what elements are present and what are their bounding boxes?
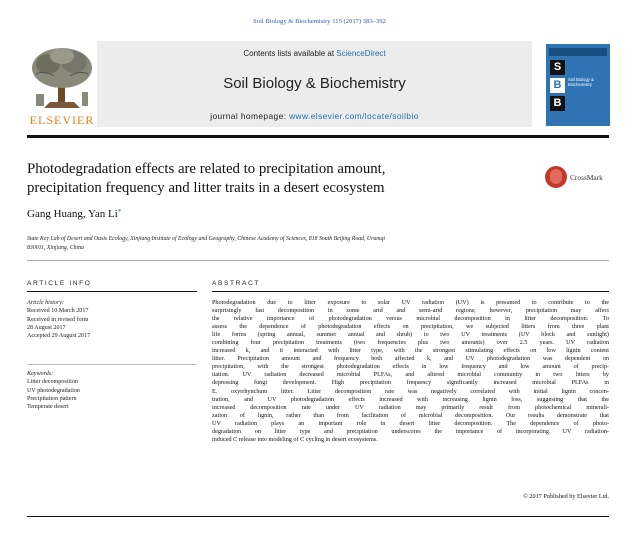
title-line: Photodegradation effects are related to precipitation amount, xyxy=(27,161,386,177)
abstract-line: litter. Precipitation amount and frequency both affected k, and UV photodegradation was dependent on xyxy=(212,355,609,363)
abstract-line: surprisingly fast decomposition in some arid and semi-arid regions; however, precipitation may affect xyxy=(212,307,609,315)
keyword-item: Temperate desert xyxy=(27,404,69,411)
author-list xyxy=(27,208,121,220)
cover-letter: B xyxy=(550,78,565,93)
history-item: Received in revised form xyxy=(27,316,89,323)
abstract-line: tration, and UV photodegradation effects increased with increasing lignin loss, suggesting that the xyxy=(212,395,609,403)
article-title xyxy=(27,160,537,198)
article-history xyxy=(27,299,197,340)
abstract-rule xyxy=(212,291,609,292)
abstract-line: UV radiation plays an important role in desert litter decomposition. The dependence of photo- xyxy=(212,419,609,427)
journal-title: Soil Biology & Biochemistry xyxy=(223,75,406,92)
history-item: Received 10 March 2017 xyxy=(27,308,89,315)
cover-header-band xyxy=(549,48,607,56)
keywords-label: Keywords: xyxy=(27,371,54,377)
history-label: Article history: xyxy=(27,300,65,306)
abstract-line: precipitation, with the strongest photodegradation effects in low frequency and low amount of precip- xyxy=(212,363,609,371)
journal-banner xyxy=(97,41,532,127)
abstract-line: itation. UV radiation decreased microbial PLFAs, and altered microbial community in two litters by xyxy=(212,371,609,379)
affiliation-line: 830011, Xinjiang, China xyxy=(27,244,84,251)
abstract-line: assess the dependence of photodegradation effects on precipitation, we subjected litters from three plant xyxy=(212,323,609,331)
article-info-heading: ARTICLE INFO xyxy=(27,280,92,287)
abstract-line: increased decomposition rate under UV radiation may primarily result from photochemical minerali- xyxy=(212,403,609,411)
article-info-rule xyxy=(27,291,197,292)
abstract-line: degradation on litter type and precipitation underscores the importance of incorporating UV radiation- xyxy=(212,427,609,435)
journal-cover-image[interactable] xyxy=(546,44,610,126)
contents-prefix: Contents lists available at xyxy=(243,49,337,58)
abstract-line: the relative importance of photodegradation versus microbial decomposition in litter decomposition. To xyxy=(212,315,609,323)
tree-icon xyxy=(24,44,100,112)
contents-line xyxy=(97,49,532,58)
affiliation-line: State Key Lab of Desert and Oasis Ecology, Xinjiang Institute of Ecology and Geography, Chinese Academy of Sciences, 818 South Beijing Road, Urumqi xyxy=(27,236,385,242)
keyword-item: Litter decomposition xyxy=(27,379,78,386)
publisher-wordmark: ELSEVIER xyxy=(29,113,95,127)
keyword-item: UV photodegradation xyxy=(27,387,80,394)
title-line: precipitation frequency and litter traits in a desert ecosystem xyxy=(27,180,385,196)
crossmark-icon xyxy=(545,166,567,188)
keywords xyxy=(27,370,197,411)
abstract-line: life forms (spring annual, summer annual and shrub) to two UV treatments (UV block and sunlight) xyxy=(212,331,609,339)
sciencedirect-link[interactable]: ScienceDirect xyxy=(336,49,386,58)
homepage-prefix: journal homepage: xyxy=(210,111,290,121)
abstract-line: increased k, and it interacted with litter type, with the strongest stimulating effects on low lignin content xyxy=(212,347,609,355)
citation-link[interactable]: Soil Biology & Biochemistry 115 (2017) 383–392 xyxy=(253,18,386,25)
abstract-line: zation of lignin, rather than from facilitation of microbial decomposition. Our results demonstrate that xyxy=(212,411,609,419)
cover-letter: S xyxy=(550,60,565,75)
crossmark-button[interactable] xyxy=(545,166,609,190)
header-divider xyxy=(27,135,609,138)
homepage-link[interactable]: www.elsevier.com/locate/soilbio xyxy=(289,111,419,121)
history-item: Accepted 29 August 2017 xyxy=(27,333,91,340)
abstract-heading: ABSTRACT xyxy=(212,280,260,287)
copyright-notice: © 2017 Published by Elsevier Ltd. xyxy=(523,493,609,500)
corresponding-author-mark[interactable]: * xyxy=(117,208,122,216)
history-item: 28 August 2017 xyxy=(27,324,66,331)
abstract-line: depressing fungi development. High precipitation frequency significantly increased microbial PLFAs in xyxy=(212,379,609,387)
author-names[interactable]: Gang Huang, Yan Li xyxy=(27,208,118,220)
abstract-line: Photodegradation due to litter exposure to solar UV radiation (UV) is presumed to contribute to the xyxy=(212,299,609,306)
journal-homepage xyxy=(97,111,532,121)
abstract-text xyxy=(212,299,609,444)
section-divider xyxy=(27,260,609,261)
bottom-divider xyxy=(27,516,609,517)
crossmark-label: CrossMark xyxy=(570,173,603,182)
abstract-line: combining four precipitation treatments (two frequencies plus two amounts) over 2.5 years. UV radiation xyxy=(212,339,609,347)
keywords-rule xyxy=(27,364,197,365)
cover-title: Soil Biology & Biochemistry xyxy=(568,77,594,87)
abstract-line: induced C release into modeling of C cycling in desert ecosystems. xyxy=(212,435,378,443)
keyword-item: Precipitation pattern xyxy=(27,395,77,402)
cover-letter: B xyxy=(550,96,565,111)
affiliation xyxy=(27,235,547,252)
abstract-line: E. oxyrrhynchum litter. Litter decomposition rate was negatively correlated with initial lignin concen- xyxy=(212,387,609,395)
